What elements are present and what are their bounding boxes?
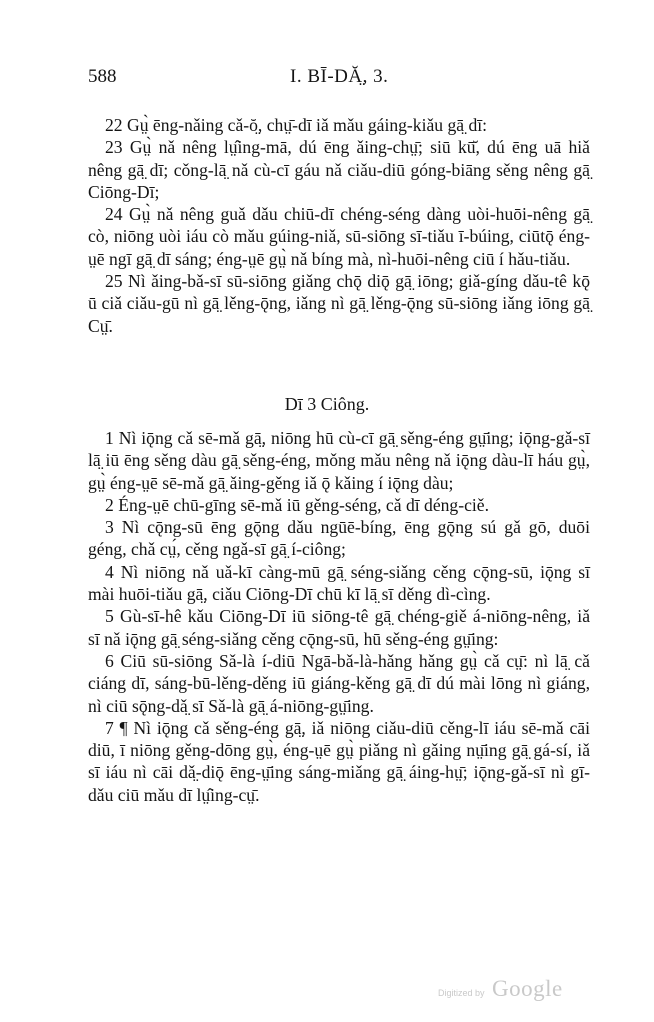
verse-24: 24 Gṳ̀ nǎ nêng guǎ dǎu chiū-dī chéng-séng dàng uòi-huōi-nêng gā̤ cò, niōng uòi iáu cò mǎu gúing-niǎ, sū-siōng sī-tiǎu ī-búing, ciūtǭ éng-ṳē ngī gā̤ dī sáng; éng-ṳē gṳ̀ nǎ bíng mà, nì-huōi-nêng ciū í hǎu-tiǎu. [88, 204, 590, 269]
verse-22: 22 Gṳ̀ ēng-nǎing cǎ-ŏ̤, chṳ̄-dī iǎ mǎu gáing-kiǎu gā̤ dī: [105, 115, 488, 135]
google-logo: Google [492, 976, 563, 1001]
digitized-watermark [438, 976, 578, 1004]
verse-3: 3 Nì cǭng-sū ēng gǭng dǎu ngūē-bíng, ēng gǭng sú gǎ gō, duōi géng, chǎ cṳ́, cěng ngǎ-sī gā̤ í-ciông; [88, 517, 590, 560]
watermark-prefix: Digitized by [438, 988, 485, 998]
running-title: I. BĪ-DĂ̤, 3. [290, 66, 389, 87]
verse-4: 4 Nì niōng nǎ uǎ-kī càng-mū gā̤ séng-siǎng cěng cǭng-sū, iǭng sī mài huōi-tiǎu gā̤, ciǎu Ciōng-Dī chū kī lā̤ sī děng dì-cìng. [88, 561, 590, 605]
chapter-verses [88, 427, 590, 806]
verse-5: 5 Gù-sī-hê kǎu Ciōng-Dī iū siōng-tê gā̤ chéng-giě á-niōng-nêng, iǎ sī nǎ iǭng gā̤ séng-siǎng cěng cǭng-sū, hū sěng-éng gṳ̄ing: [88, 606, 590, 649]
verse-25: 25 Nì ǎing-bǎ-sī sū-siōng giǎng chǭ diǭ gā̤ iōng; giǎ-gíng dǎu-tê kǭ ū ciǎ ciǎu-gū nì gā̤ lěng-ǭng, iǎng nì gā̤ lěng-ǭng sū-siōng iǎng iōng gā̤ Cṳ̄. [88, 271, 590, 336]
chapter-heading: Dī 3 Ciông. [284, 394, 370, 414]
verse-1: 1 Nì iǭng cǎ sē-mǎ gā̤, niōng hū cù-cī gā̤ sěng-éng gṳ̄ing; iǭng-gǎ-sī lā̤ iū ēng sěng dàu gā̤ sěng-éng, mǒng mǎu nêng nǎ iǭng dàu-lī háu gṳ̀, gṳ̀ éng-ṳē sē-mǎ gā̤ ǎing-gěng iǎ ǭ kǎing í iǭng dàu; [88, 428, 590, 493]
previous-chapter-verses [88, 114, 590, 337]
page-number: 588 [88, 66, 117, 87]
verse-7: 7 ¶ Nì iǭng cǎ sěng-éng gā̤, iǎ niōng ciǎu-diū cěng-lī iáu sē-mǎ cāi diū, ī niōng gěng-dōng gṳ̀, éng-ṳē gṳ̀ piǎng nì gǎing nṳ̄ing gā̤ gá-sí, iǎ sī iáu nì cāi dǎ̤-diǭ ēng-ṳ̄ing sáng-miǎng gā̤ áing-hṳ̄; iǭng-gǎ-sī nì gī-dǎu ciū mǎu dī lṳ̂ing-cṳ̄. [88, 717, 590, 805]
verse-6: 6 Ciū sū-siōng Sǎ-là í-diū Ngā-bǎ-là-hǎng hǎng gṳ̀ cǎ cṳ̄: nì lā̤ cǎ ciáng dī, sáng-bū-lěng-děng iū giáng-kěng gā̤ dī dú mài lōng nì giáng, nì ciū sǭng-dǎ̤ sī Sǎ-là gā̤ á-niōng-gṳ̄ing. [88, 650, 590, 716]
verse-2: 2 Éng-ṳē chū-gīng sē-mǎ iū gěng-séng, cǎ dī déng-ciě. [105, 494, 489, 515]
page-header [88, 66, 588, 90]
verse-23: 23 Gṳ̀ nǎ nêng lṳ̂ing-mā, dú ēng ǎing-chṳ̄; siū kū̆, dú ēng uā hiǎ nêng gā̤ dī; cǒng-lā̤ nǎ cù-cī gáu nǎ ciǎu-diū góng-biāng sěng nêng gā̤ Ciōng-Dī; [88, 137, 590, 202]
